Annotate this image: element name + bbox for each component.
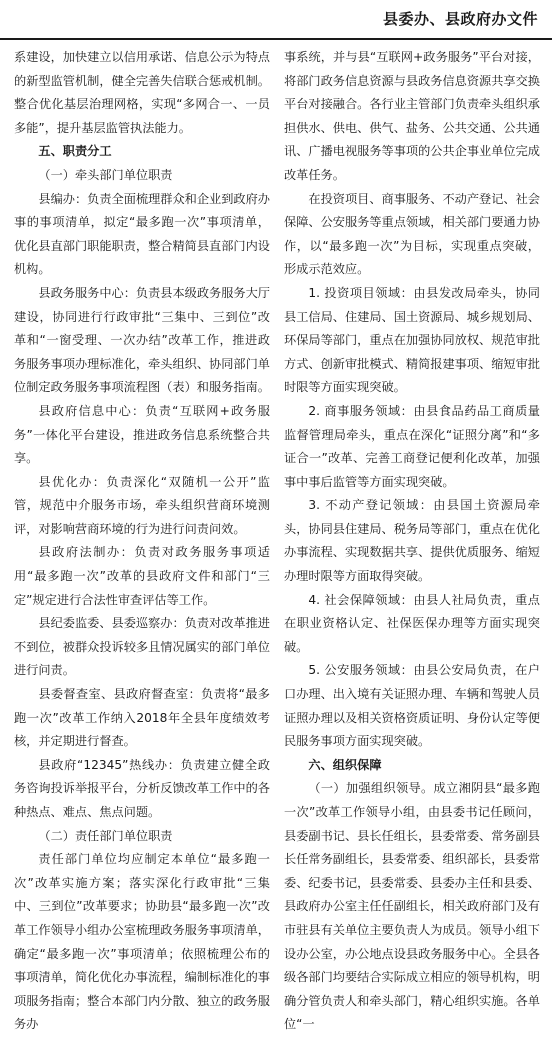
left-paragraph: 县编办：负责全面梳理群众和企业到政府办事的事项清单，拟定“最多跑一次”事项清单，优化县直部门职能职责，整合精简县直部门内设机构。 — [14, 191, 270, 277]
left-paragraph: 县政务服务中心：负责县本级政务服务大厅建设，协同进行行政审批“三集中、三到位”改革和“一窗受理、一次办结”改革工作，推进政务服务事项办理标准化，牵头组织、协同部门单位制定政务服务事项流程图（表）和服务指南。 — [14, 285, 270, 395]
right-paragraph: 4. 社会保障领域：由县人社局负责，重点在职业资格认定、社保医保办理等方面实现突破。 — [284, 592, 540, 654]
right-column — [284, 46, 540, 1037]
left-paragraph: 县政府信息中心：负责“互联网+政务服务”一体化平台建设，推进政务信息系统整合共享。 — [14, 403, 270, 466]
left-paragraph: 县政府“12345”热线办：负责建立健全政务咨询投诉举报平台，分析反馈改革工作中的各种热点、难点、焦点问题。 — [14, 757, 270, 819]
right-paragraph: 5. 公安服务领域：由县公安局负责，在户口办理、出入境有关证照办理、车辆和驾驶人员证照办理以及相关资格资质证明、身份认定等便民服务事项方面实现突破。 — [284, 663, 540, 749]
page-header — [0, 0, 552, 40]
right-paragraph: （一）加强组织领导。成立湘阴县“最多跑一次”改革工作领导小组，由县委书记任顾问，县委副书记、县长任组长，县委常委、常务副县长任常务副组长，县委常委、组织部长，县委常委、纪委书记，县委常委、县委办主任和县委、县政府办公室主任任副组长，相关政府部门及有市驻县有关单位主要负责人为成员。领导小组下设办公室，办公地点设县政务服务中心。全县各级各部门均要结合实际成立相应的领导机构，明确分管负责人和牵头部门，精心组织实施。各单位“一 — [284, 781, 540, 1032]
right-paragraph: 2. 商事服务领域：由县食品药品工商质量监督管理局牵头，重点在深化“证照分离”和“多证合一”改革、完善工商登记便利化改革，加强事中事后监管等方面实现突破。 — [284, 403, 540, 489]
left-paragraph: 责任部门单位均应制定本单位“最多跑一次”改革实施方案；落实深化行政审批“三集中、三到位”改革要求；协助县“最多跑一次”改革工作领导小组办公室梳理政务服务事项清单，确定“最多跑一次”事项清单；依照梳理公布的事项清单，简化优化办事流程，编制标准化的事项服务指南；整合本部门内分散、独立的政务服务办 — [14, 852, 270, 1032]
left-paragraph-continued: 系建设，加快建立以信用承诺、信息公示为特点的新型监管机制，健全完善失信联合惩戒机制。整合优化基层治理网格，实现“多网合一、一员多能”，提升基层监管执法能力。 — [14, 50, 270, 135]
right-paragraph: 在投资项目、商事服务、不动产登记、社会保障、公安服务等重点领域，相关部门要通力协作，以“最多跑一次”为目标，实现重点突破，形成示范效应。 — [284, 191, 540, 277]
left-section-heading: 五、职责分工 — [38, 144, 112, 159]
header-title: 县委办、县政府办文件 — [382, 10, 538, 28]
left-paragraph: 县委督查室、县政府督查室：负责将“最多跑一次”改革工作纳入2018年全县年度绩效考核，并定期进行督查。 — [14, 687, 270, 749]
left-subsection-heading: （二）责任部门单位职责 — [38, 828, 173, 843]
right-paragraph: 3. 不动产登记领域：由县国土资源局牵头，协同县住建局、税务局等部门，重点在优化办事流程、实现数据共享、提供优质服务、缩短办理时限等方面取得突破。 — [284, 498, 540, 584]
right-paragraph-continued: 事系统，并与县“互联网+政务服务”平台对接，将部门政务信息资源与县政务信息资源共享交换平台对接融合。各行业主管部门负责牵头组织承担供水、供电、供气、盐务、公共交通、公共通讯、广播电视服务等事项的公共企事业单位完成改革任务。 — [284, 50, 540, 182]
left-paragraph: 县纪委监委、县委巡察办：负责对改革推进不到位，被群众投诉较多且情况属实的部门单位进行问责。 — [14, 616, 270, 678]
left-subsection-heading: （一）牵头部门单位职责 — [38, 167, 173, 182]
right-paragraph: 1. 投资项目领域：由县发改局牵头，协同县工信局、住建局、国土资源局、城乡规划局、环保局等部门，重点在加强协同放权、规范审批方式、创新审批模式、精简报建事项、缩短审批时限等方面实现突破。 — [284, 285, 540, 395]
left-paragraph: 县政府法制办：负责对政务服务事项适用“最多跑一次”改革的县政府文件和部门“三定”规定进行合法性审查评估等工作。 — [14, 545, 270, 607]
left-column — [14, 46, 270, 1037]
right-section-heading: 六、组织保障 — [308, 757, 382, 772]
left-paragraph: 县优化办：负责深化“双随机一公开”监管，规范中介服务市场，牵头组织营商环境测评，对影响营商环境的行为进行问责问效。 — [14, 474, 270, 536]
